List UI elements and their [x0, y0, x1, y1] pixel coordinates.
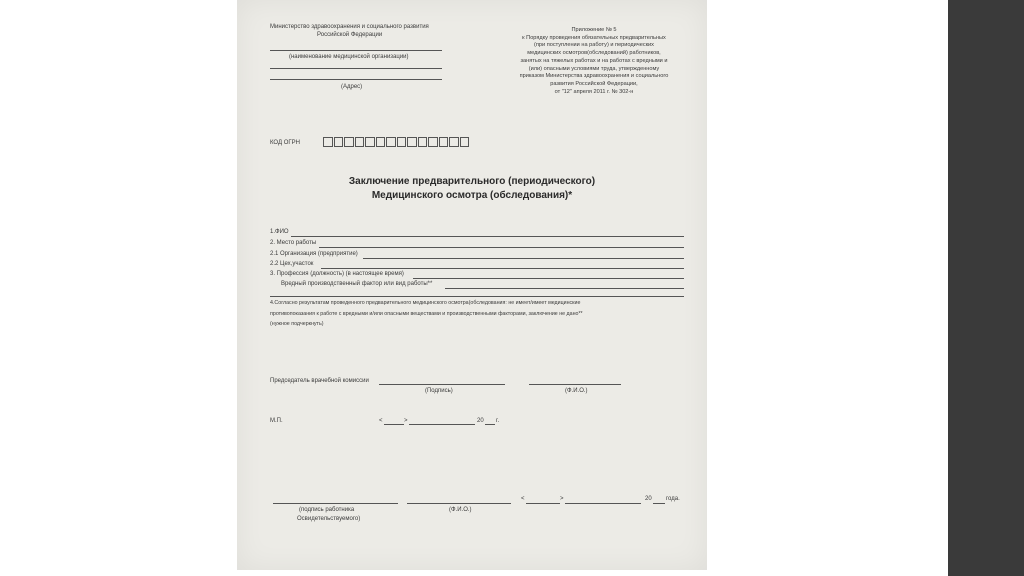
appendix-line: развития Российской Федерации, — [550, 80, 638, 87]
appendix-line: приказом Министерства здравоохранения и социального — [519, 73, 669, 80]
ogrn-digit-box[interactable] — [439, 137, 449, 147]
stamp-label: М.П. — [270, 418, 283, 424]
worker-name-field[interactable] — [407, 503, 511, 504]
ministry-line-2: Российской Федерации — [317, 32, 383, 38]
organization-label: 2.1 Организация (предприятие) — [270, 251, 358, 257]
conclusion-line-1: 4.Согласно результатам проведенного предварительного медицинского осмотра(обследования: не имеет/имеет медицинские — [270, 300, 581, 306]
ogrn-code-boxes[interactable] — [323, 137, 470, 147]
workplace-label: 2. Место работы — [270, 240, 317, 246]
year-prefix: 20 — [477, 418, 484, 424]
department-label: 2.2 Цех,участок — [270, 261, 314, 267]
worker-year-suffix: года. — [666, 496, 680, 502]
worker-signature-caption-2: Освидетельствуемого) — [297, 516, 361, 522]
ogrn-digit-box[interactable] — [449, 137, 459, 147]
chairman-name-caption: (Ф.И.О.) — [565, 388, 588, 394]
date-month-field[interactable] — [409, 424, 475, 425]
profession-label: 3. Профессия (должность) (в настоящее время) — [270, 271, 404, 277]
ministry-line-1: Министерство здравоохранения и социального развития — [270, 24, 429, 30]
conclusion-line-3: (нужное подчеркнуть) — [270, 321, 324, 327]
appendix-line: к Порядку проведения обязательных предварительных — [522, 34, 666, 41]
chairman-signature-field[interactable] — [379, 384, 505, 385]
appendix-title: Приложение № 5 — [571, 27, 617, 33]
dark-side-panel — [948, 0, 1024, 576]
hazard-field[interactable] — [445, 288, 684, 289]
ogrn-digit-box[interactable] — [418, 137, 428, 147]
org-name-line — [270, 50, 442, 51]
ogrn-digit-box[interactable] — [334, 137, 344, 147]
ogrn-label: КОД ОГРН — [270, 140, 300, 146]
year-suffix: г. — [496, 418, 500, 424]
appendix-line: занятых на тяжелых работах и на работах с вредными и — [520, 57, 668, 64]
appendix-line: (при поступлении на работу) и периодических — [534, 42, 654, 49]
profession-field[interactable] — [413, 278, 684, 279]
ogrn-digit-box[interactable] — [365, 137, 375, 147]
worker-year-prefix: 20 — [645, 496, 652, 502]
worker-date-open-quote: < — [521, 496, 525, 502]
worker-signature-caption-1: (подпись работника — [299, 507, 355, 513]
worker-name-caption: (Ф.И.О.) — [449, 507, 472, 513]
workplace-field[interactable] — [319, 247, 684, 248]
address-caption: (Адрес) — [341, 84, 363, 90]
appendix-line: (или) опасными условиями труда, утвержденному — [528, 65, 660, 72]
hazard-extra-line[interactable] — [270, 296, 684, 297]
hazard-label: Вредный производственный фактор или вид работы** — [281, 281, 433, 287]
appendix-block — [499, 27, 689, 96]
ogrn-digit-box[interactable] — [428, 137, 438, 147]
appendix-line: медицинских осмотров(обследований) работников, — [527, 50, 661, 57]
worker-date-month-field[interactable] — [565, 503, 641, 504]
document-title-line-2: Медицинского осмотра (обследования)* — [371, 190, 573, 201]
department-field[interactable] — [321, 268, 684, 269]
organization-field[interactable] — [363, 258, 684, 259]
address-line-2 — [270, 79, 442, 80]
address-line-1 — [270, 68, 442, 69]
ogrn-digit-box[interactable] — [376, 137, 386, 147]
worker-date-close-quote: > — [560, 496, 564, 502]
date-day-field[interactable] — [384, 424, 404, 425]
document-page — [237, 0, 707, 570]
conclusion-line-2: противопоказания к работе с вредными и/или опасными веществами и производственными факторами, заключение не дано** — [270, 311, 583, 317]
chairman-name-field[interactable] — [529, 384, 621, 385]
ogrn-digit-box[interactable] — [323, 137, 333, 147]
worker-date-year-field[interactable] — [653, 503, 665, 504]
chairman-signature-caption: (Подпись) — [425, 388, 453, 394]
fio-field[interactable] — [291, 236, 684, 237]
ogrn-digit-box[interactable] — [460, 137, 470, 147]
ogrn-digit-box[interactable] — [386, 137, 396, 147]
org-name-caption: (наименование медицинской организации) — [289, 54, 409, 60]
ogrn-digit-box[interactable] — [407, 137, 417, 147]
document-title-line-1: Заключение предварительного (периодического) — [348, 176, 596, 187]
chairman-label: Председатель врачебной комиссии — [270, 378, 369, 384]
ogrn-digit-box[interactable] — [355, 137, 365, 147]
date-close-quote: > — [404, 418, 408, 424]
worker-date-day-field[interactable] — [526, 503, 560, 504]
ogrn-digit-box[interactable] — [344, 137, 354, 147]
fio-label: 1.ФИО — [270, 229, 289, 235]
date-year-field[interactable] — [485, 424, 495, 425]
ogrn-digit-box[interactable] — [397, 137, 407, 147]
appendix-line: от "12" апреля 2011 г. № 302-н — [554, 88, 634, 95]
date-open-quote: < — [379, 418, 383, 424]
worker-signature-field[interactable] — [273, 503, 398, 504]
